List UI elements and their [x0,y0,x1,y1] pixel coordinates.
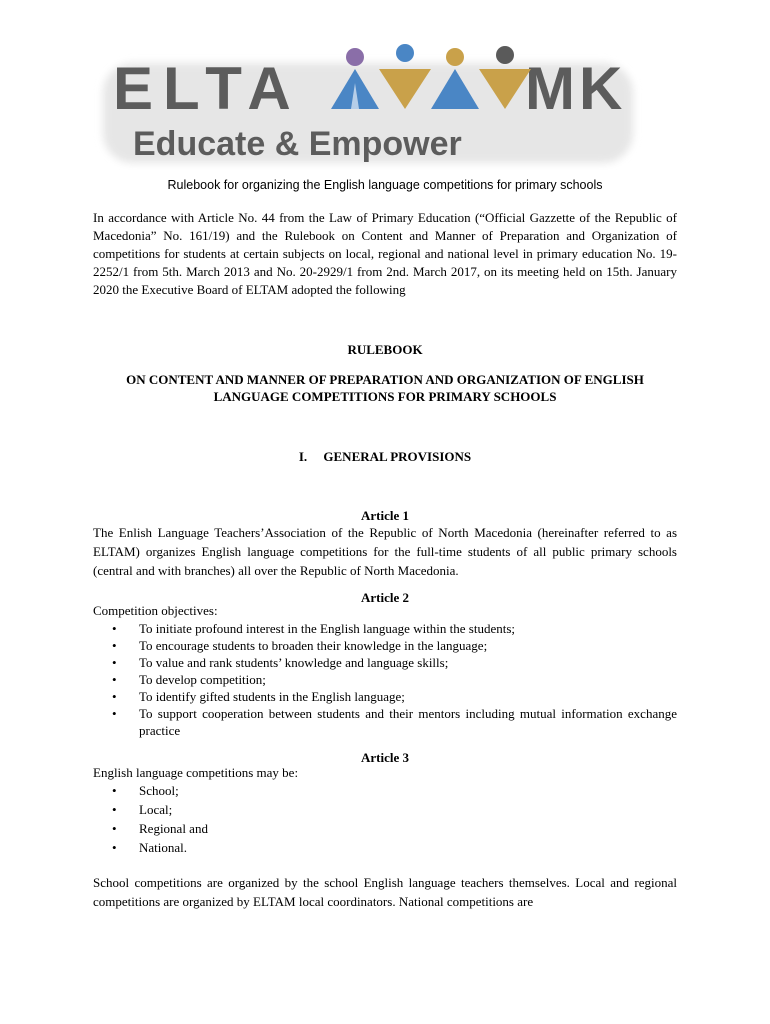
list-item-text: National. [139,840,188,855]
article-1-heading: Article 1 [360,508,409,523]
bullet-icon: • [112,689,117,704]
list-item [112,839,677,857]
list-item-text: To encourage students to broaden their knowledge in the language; [139,638,488,653]
article-2-lead: Competition objectives: [93,603,218,618]
list-item-text: Local; [139,802,173,817]
bullet-icon: • [112,840,117,855]
bullet-icon: • [112,783,117,798]
section-general-provisions: I. GENERAL PROVISIONS [298,449,472,464]
list-item [112,705,677,739]
list-item-text: To support cooperation between students and their mentors including mutual information exchange practice [139,706,677,738]
article-2-heading: Article 2 [360,590,409,605]
list-item [112,820,677,838]
list-item-text: Regional and [139,821,208,836]
bullet-icon: • [112,802,117,817]
list-item-text: School; [139,783,179,798]
list-item [112,782,677,800]
logo-slogan: Educate & Empower [133,125,462,163]
rulebook-subheading-line2: LANGUAGE COMPETITIONS FOR PRIMARY SCHOOLS [213,389,557,404]
rulebook-heading: RULEBOOK [347,342,423,357]
document-subtitle: Rulebook for organizing the English language competitions for primary schools [167,178,603,192]
list-item [112,801,677,819]
intro-paragraph: In accordance with Article No. 44 from the Law of Primary Education (“Official Gazzette of the Republic of Macedonia” No. 161/19) and the Rulebook on Content and Manner of Preparation and Organization of competitions for students at certain subjects on local, regional and national level in primary education No. 19-2252/1 from 5th. March 2013 and No. 20-2929/1 from 2nd. March 2017, on its meeting held on 15th. January 2020 the Executive Board of ELTAM adopted the following [93,210,677,297]
bullet-icon: • [112,638,117,653]
eltam-logo-graphic [93,43,645,171]
list-item-text: To develop competition; [139,672,266,687]
article-3-lead: English language competitions may be: [93,765,299,780]
article-1-body: The Enlish Language Teachers’Association of the Republic of North Macedonia (hereinafter referred to as ELTAM) organizes English language competitions for the full-time students of all public primary schools (central and with branches) all over the Republic of North Macedonia. [93,525,677,578]
logo-brand-left: ELTA [113,55,301,122]
bullet-icon: • [112,706,117,721]
list-item-text: To value and rank students’ knowledge and language skills; [139,655,449,670]
bullet-icon: • [112,821,117,836]
list-item [112,654,677,671]
eltam-logo [93,43,645,171]
list-item-text: To identify gifted students in the English language; [139,689,405,704]
rulebook-subheading-line1: ON CONTENT AND MANNER OF PREPARATION AND ORGANIZATION OF ENGLISH [126,372,644,387]
bullet-icon: • [112,621,117,636]
list-item-text: To initiate profound interest in the English language within the students; [139,621,516,636]
list-item [112,671,677,688]
logo-brand-right: MK [525,55,627,122]
list-item [112,637,677,654]
list-item [112,620,677,637]
article-3-heading: Article 3 [360,750,409,765]
article-3-body: School competitions are organized by the school English language teachers themselves. Local and regional competitions are organized by ELTAM local coordinators. National competitions are [93,875,677,909]
bullet-icon: • [112,655,117,670]
bullet-icon: • [112,672,117,687]
list-item [112,688,677,705]
